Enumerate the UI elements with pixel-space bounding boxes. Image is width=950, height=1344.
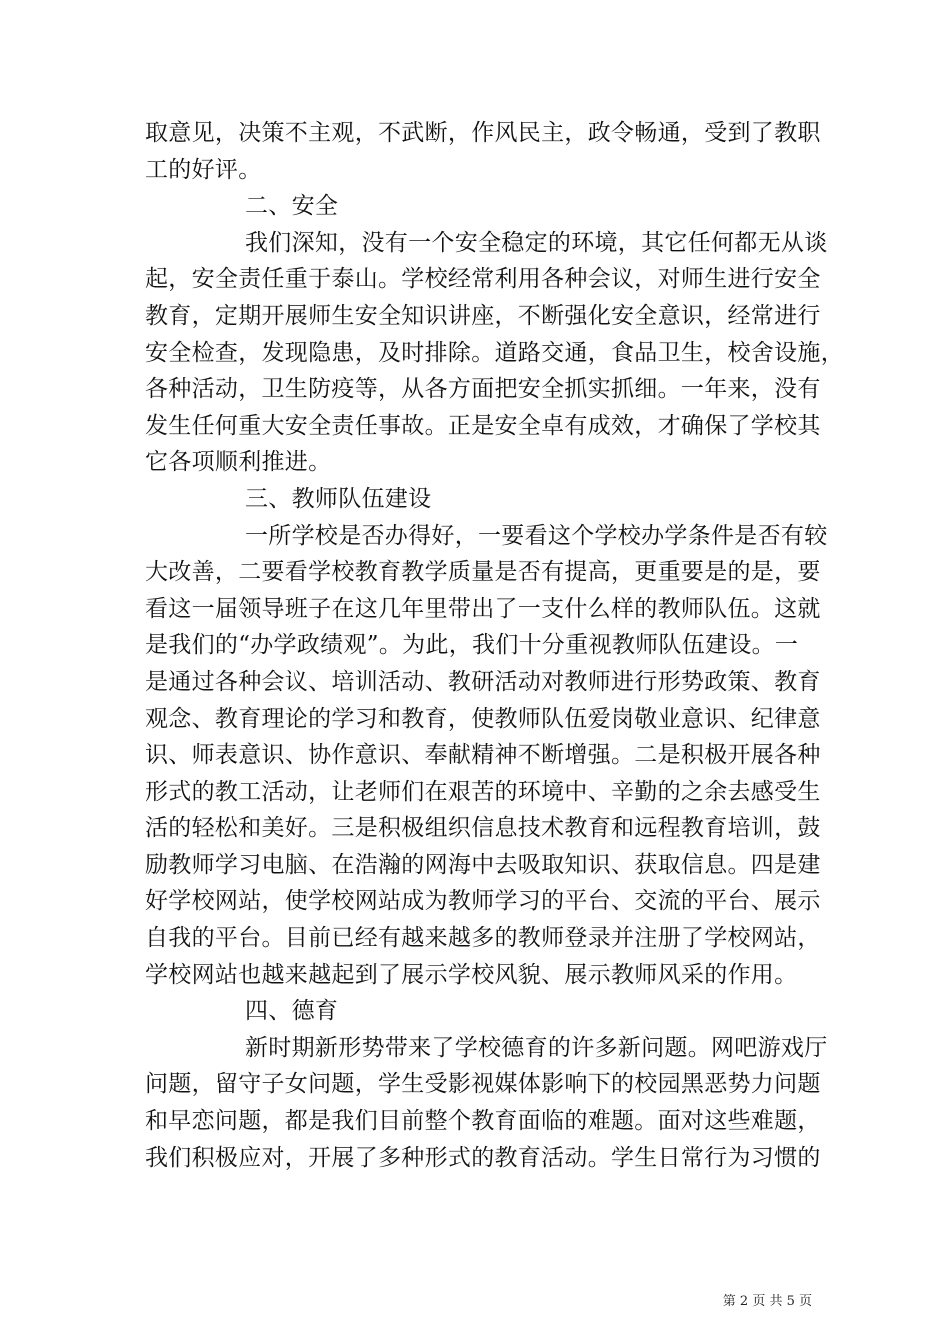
paragraph-line: 我们积极应对，开展了多种形式的教育活动。学生日常行为习惯的 [145,1144,821,1171]
paragraph-line: 工的好评。 [145,156,262,183]
paragraph-line: 起，安全责任重于泰山。学校经常利用各种会议，对师生进行安全 [145,266,821,293]
paragraph-line: 学校网站也越来越起到了展示学校风貌、展示教师风采的作用。 [145,961,798,988]
paragraph-line: 观念、教育理论的学习和教育，使教师队伍爱岗敬业意识、纪律意 [145,705,821,732]
paragraph-line: 各种活动，卫生防疫等，从各方面把安全抓实抓细。一年来，没有 [145,376,821,403]
paragraph-line: 大改善，二要看学校教育教学质量是否有提高，更重要是的是，要 [145,559,821,586]
paragraph-line: 是我们的“办学政绩观”。为此，我们十分重视教师队伍建设。一 [145,632,799,659]
paragraph-line: 问题，留守子女问题，学生受影视媒体影响下的校园黑恶势力问题 [145,1071,821,1098]
paragraph-line: 形式的教工活动，让老师们在艰苦的环境中、辛勤的之余去感受生 [145,778,821,805]
paragraph-line: 安全检查，发现隐患，及时排除。道路交通，食品卫生，校舍设施， [145,339,844,366]
paragraph-line: 我们深知，没有一个安全稳定的环境，其它任何都无从谈 [245,229,828,256]
page-number: 第 2 页 共 5 页 [722,1294,812,1309]
section-heading: 四、德育 [245,998,339,1025]
document-body [145,115,844,1176]
paragraph-line: 是通过各种会议、培训活动、教研活动对教师进行形势政策、教育 [145,668,821,695]
paragraph-line: 励教师学习电脑、在浩瀚的网海中去吸取知识、获取信息。四是建 [145,851,821,878]
paragraph-line: 和早恋问题，都是我们目前整个教育面临的难题。面对这些难题， [145,1108,821,1135]
paragraph-line: 好学校网站，使学校网站成为教师学习的平台、交流的平台、展示 [145,888,821,915]
paragraph-line: 活的轻松和美好。三是积极组织信息技术教育和远程教育培训，鼓 [145,815,821,842]
paragraph-line: 新时期新形势带来了学校德育的许多新问题。网吧游戏厅 [245,1034,828,1061]
paragraph-line: 看这一届领导班子在这几年里带出了一支什么样的教师队伍。这就 [145,595,821,622]
paragraph-line: 识、师表意识、协作意识、奉献精神不断增强。二是积极开展各种 [145,742,821,769]
section-heading: 二、安全 [245,193,339,220]
paragraph-line: 取意见，决策不主观，不武断，作风民主，政令畅通，受到了教职 [145,120,821,146]
paragraph-line: 自我的平台。目前已经有越来越多的教师登录并注册了学校网站， [145,925,821,952]
paragraph-line: 教育，定期开展师生安全知识讲座，不断强化安全意识，经常进行 [145,302,821,329]
section-heading: 三、教师队伍建设 [245,485,432,512]
paragraph-line: 它各项顺利推进。 [145,449,332,476]
paragraph-line: 发生任何重大安全责任事故。正是安全卓有成效，才确保了学校其 [145,412,821,439]
paragraph-line: 一所学校是否办得好，一要看这个学校办学条件是否有较 [245,522,828,549]
